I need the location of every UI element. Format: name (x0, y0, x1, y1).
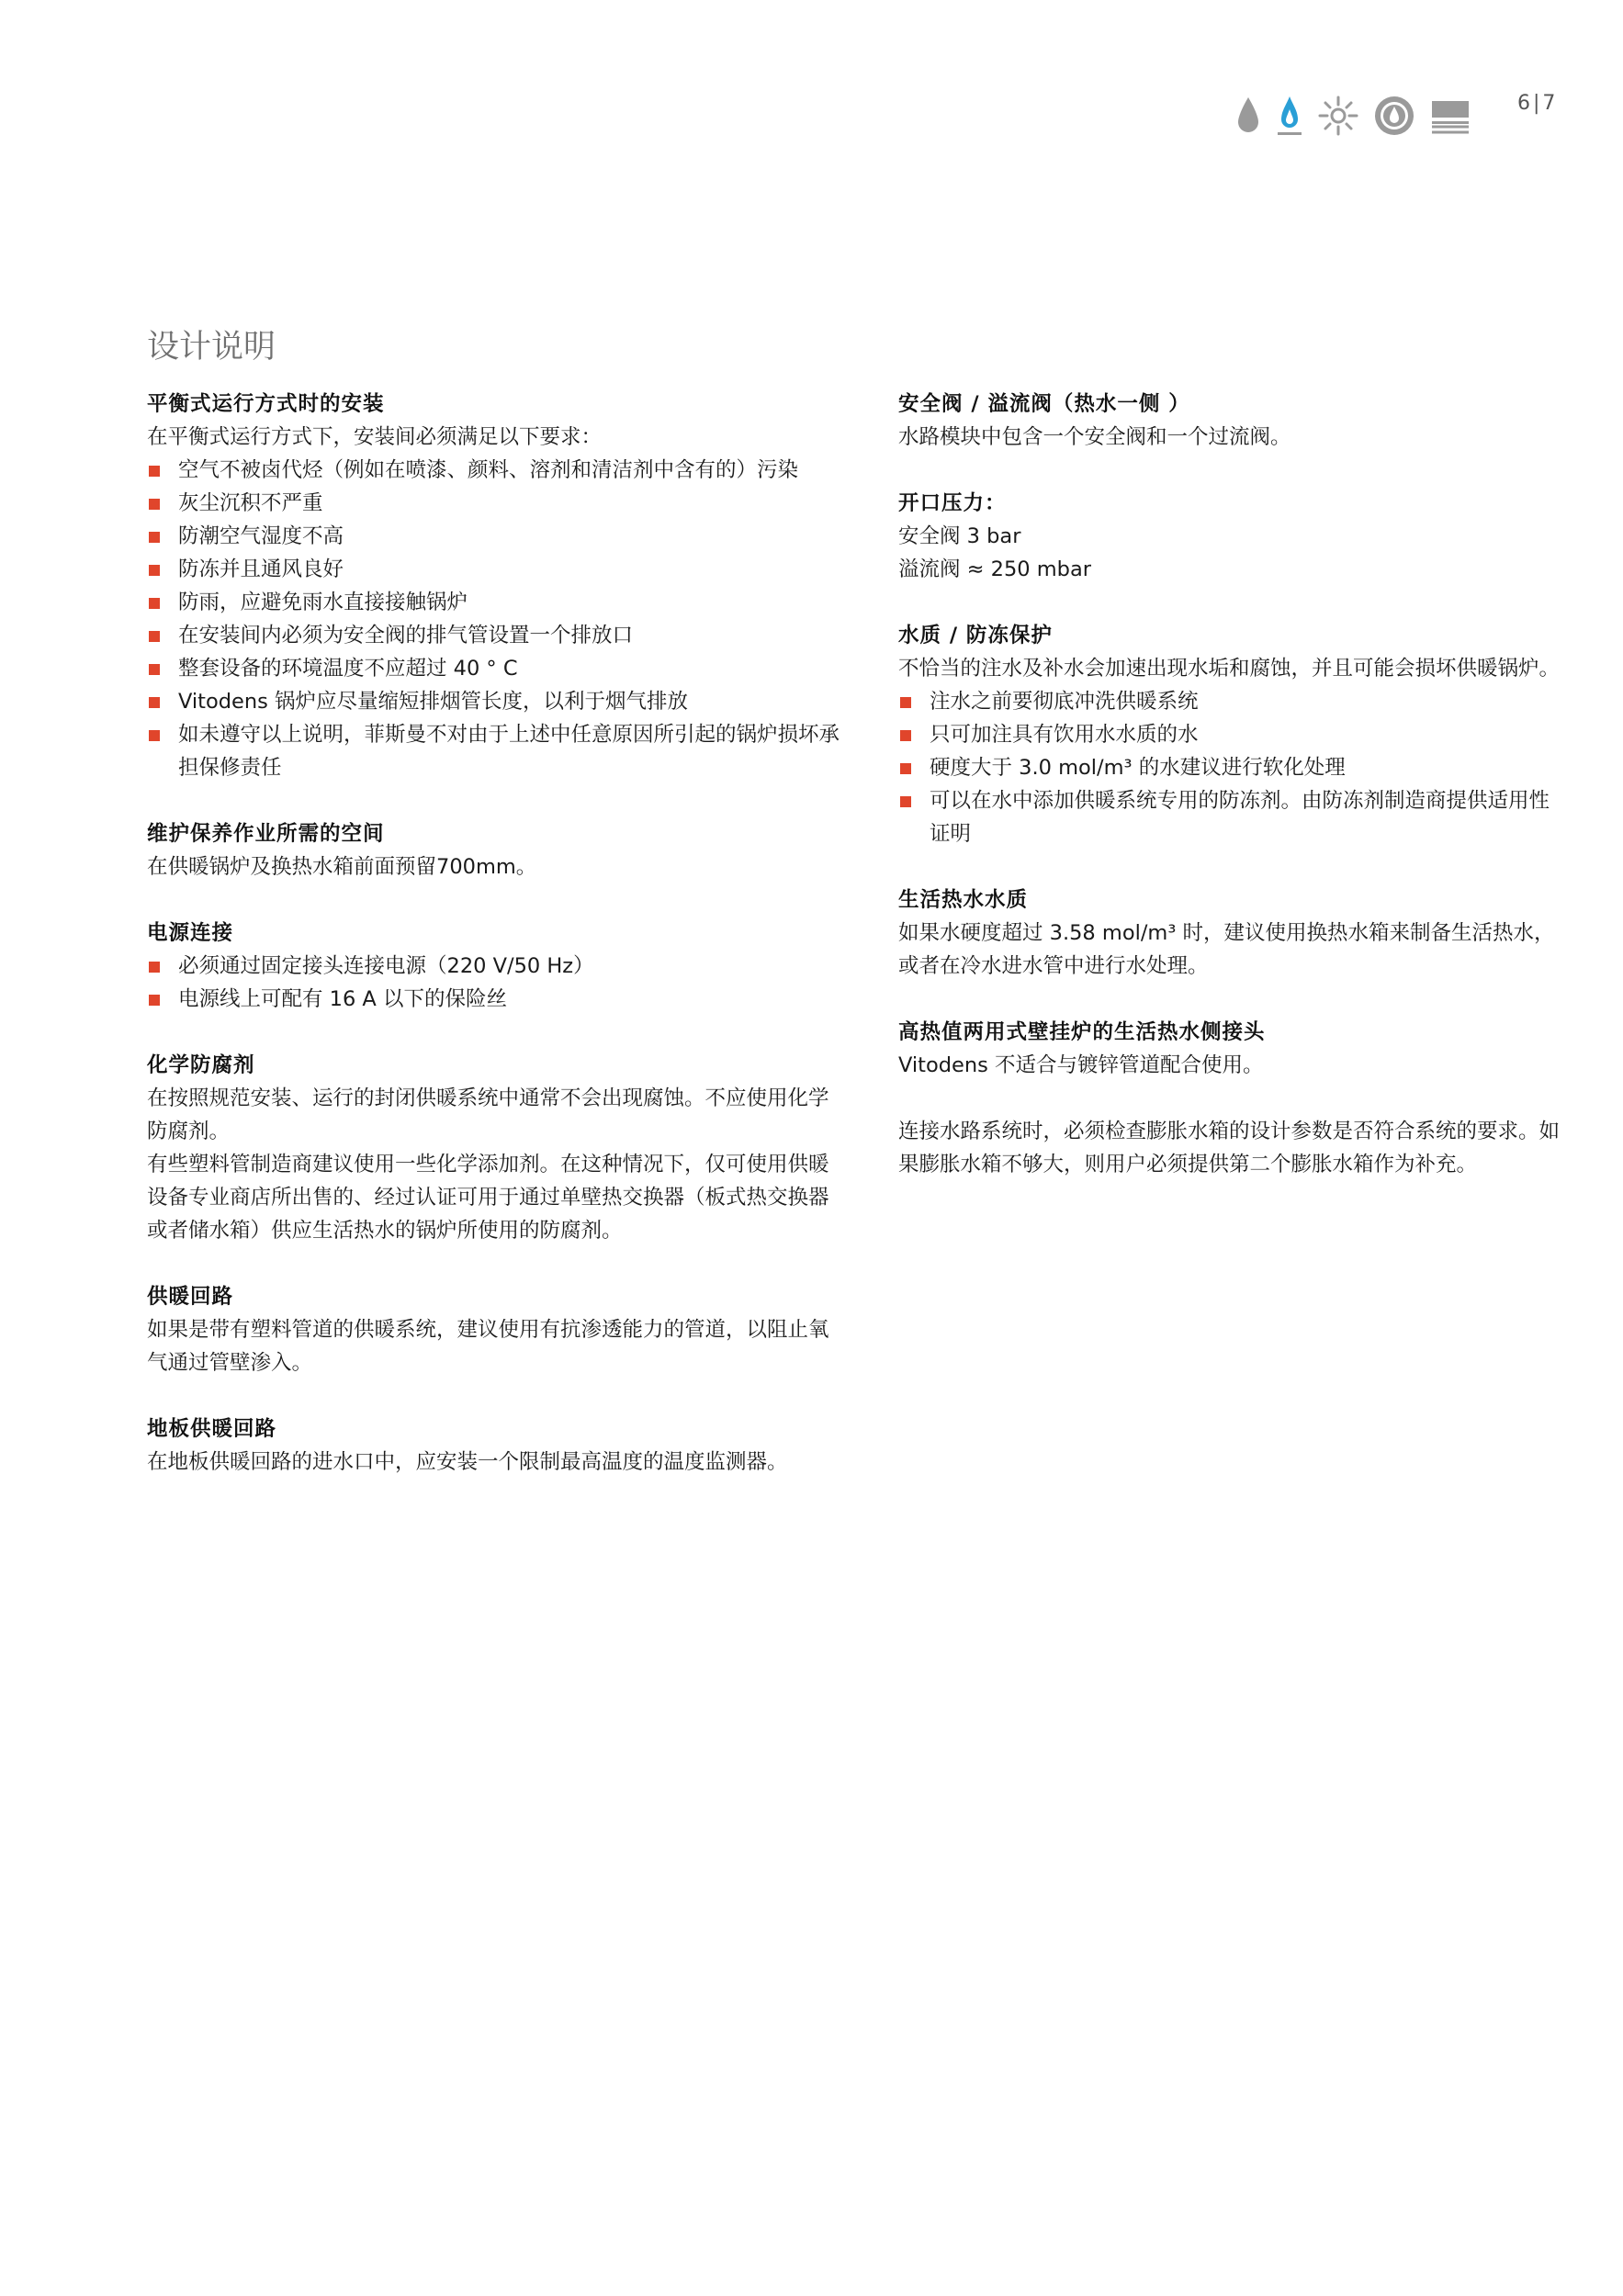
left-column (147, 388, 845, 1512)
section-heading: 水质 / 防冻保护 (898, 624, 1053, 647)
section-heading: 生活热水水质 (898, 888, 1029, 912)
list-item: 必须通过固定接头连接电源（220 V/50 Hz） (147, 950, 845, 983)
circle-flame-icon (1373, 95, 1415, 137)
bullet-icon (900, 697, 911, 708)
bullet-icon (900, 763, 911, 774)
list-item: 注水之前要彻底冲洗供暖系统 (898, 685, 1560, 718)
requirement-list (898, 685, 1560, 850)
section-water-quality-frost (898, 619, 1560, 850)
requirement-list (147, 454, 845, 784)
list-item: 防冻并且通风良好 (147, 553, 845, 586)
sun-icon (1318, 96, 1358, 136)
section-heading: 开口压力： (898, 491, 1007, 515)
requirement-list (147, 950, 845, 1016)
section-intro: 不恰当的注水及补水会加速出现水垢和腐蚀，并且可能会损坏供暖锅炉。 (898, 657, 1561, 681)
page-number: 6|7 (1517, 92, 1559, 115)
list-item: Vitodens 锅炉应尽量缩短排烟管长度，以利于烟气排放 (147, 685, 845, 718)
section-power-connection (147, 917, 845, 1016)
bullet-icon (149, 995, 160, 1006)
section-text: 有些塑料管制造商建议使用一些化学添加剂。在这种情况下，仅可使用供暖设备专业商店所出售的、经过认证可用于通过单壁热交换器（板式热交换器或者储水箱）供应生活热水的锅炉所使用的防腐剂。 (147, 1153, 829, 1243)
list-item: 整套设备的环境温度不应超过 40 ° C (147, 652, 845, 685)
bullet-icon (900, 796, 911, 807)
bullet-icon (149, 532, 160, 543)
section-heating-circuit (147, 1280, 845, 1379)
list-item: 可以在水中添加供暖系统专用的防冻剂。由防冻剂制造商提供适用性证明 (898, 784, 1560, 850)
section-safety-overflow-valve (898, 388, 1560, 454)
section-text: 在供暖锅炉及换热水箱前面预留700mm。 (147, 855, 537, 879)
section-text: 在按照规范安装、运行的封闭供暖系统中通常不会出现腐蚀。不应使用化学防腐剂。 (147, 1086, 829, 1143)
section-heading: 高热值两用式壁挂炉的生活热水侧接头 (898, 1020, 1266, 1044)
section-text: Vitodens 不适合与镀锌管道配合使用。 (898, 1053, 1264, 1077)
section-heading: 平衡式运行方式时的安装 (147, 392, 385, 416)
list-item: 如未遵守以上说明，菲斯曼不对由于上述中任意原因所引起的锅炉损坏承担保修责任 (147, 718, 845, 784)
paragraph-spacer (898, 1082, 1560, 1115)
right-column (898, 388, 1560, 1214)
section-heading: 供暖回路 (147, 1285, 234, 1309)
section-heading: 电源连接 (147, 921, 234, 945)
section-opening-pressure (898, 487, 1560, 586)
surface-heating-icon (1430, 96, 1471, 136)
list-item: 硬度大于 3.0 mol/m³ 的水建议进行软化处理 (898, 751, 1560, 784)
list-item: 只可加注具有饮用水水质的水 (898, 718, 1560, 751)
bullet-icon (149, 730, 160, 741)
list-item: 电源线上可配有 16 A 以下的保险丝 (147, 983, 845, 1016)
bullet-icon (149, 631, 160, 642)
header-icon-row (1235, 90, 1471, 141)
section-balanced-flue-install (147, 388, 845, 784)
section-text: 安全阀 3 bar (898, 524, 1021, 548)
section-heading: 安全阀 / 溢流阀（热水一侧 ） (898, 392, 1190, 416)
list-item: 在安装间内必须为安全阀的排气管设置一个排放口 (147, 619, 845, 652)
section-dhw-quality (898, 884, 1560, 983)
list-item: 防潮空气湿度不高 (147, 520, 845, 553)
section-heading: 化学防腐剂 (147, 1053, 255, 1077)
section-text: 如果是带有塑料管道的供暖系统，建议使用有抗渗透能力的管道，以阻止氧气通过管壁渗入。 (147, 1318, 829, 1375)
gas-flame-icon (1276, 95, 1303, 137)
list-item: 空气不被卤代烃（例如在喷漆、颜料、溶剂和清洁剂中含有的）污染 (147, 454, 845, 487)
section-text: 在地板供暖回路的进水口中，应安装一个限制最高温度的温度监测器。 (147, 1450, 788, 1474)
section-floor-heating-circuit (147, 1412, 845, 1479)
section-heading: 地板供暖回路 (147, 1417, 277, 1441)
bullet-icon (149, 598, 160, 609)
list-item: 防雨，应避免雨水直接接触锅炉 (147, 586, 845, 619)
section-text: 如果水硬度超过 3.58 mol/m³ 时，建议使用换热水箱来制备生活热水，或者在冷水进水管中进行水处理。 (898, 921, 1555, 978)
section-text: 溢流阀 ≈ 250 mbar (898, 557, 1091, 581)
bullet-icon (149, 962, 160, 973)
section-intro: 在平衡式运行方式下，安装间必须满足以下要求： (147, 425, 603, 449)
bullet-icon (900, 730, 911, 741)
bullet-icon (149, 565, 160, 576)
bullet-icon (149, 466, 160, 477)
section-text: 水路模块中包含一个安全阀和一个过流阀。 (898, 425, 1291, 449)
bullet-icon (149, 664, 160, 675)
section-dhw-connection (898, 1016, 1560, 1181)
section-maintenance-space (147, 817, 845, 884)
bullet-icon (149, 697, 160, 708)
section-heading: 维护保养作业所需的空间 (147, 822, 385, 846)
water-drop-icon (1235, 96, 1261, 136)
section-text: 连接水路系统时，必须检查膨胀水箱的设计参数是否符合系统的要求。如果膨胀水箱不够大，则用户必须提供第二个膨胀水箱作为补充。 (898, 1120, 1561, 1176)
bullet-icon (149, 499, 160, 510)
list-item: 灰尘沉积不严重 (147, 487, 845, 520)
page-title: 设计说明 (147, 329, 276, 366)
section-chemical-corrosion-inhibitor (147, 1049, 845, 1247)
